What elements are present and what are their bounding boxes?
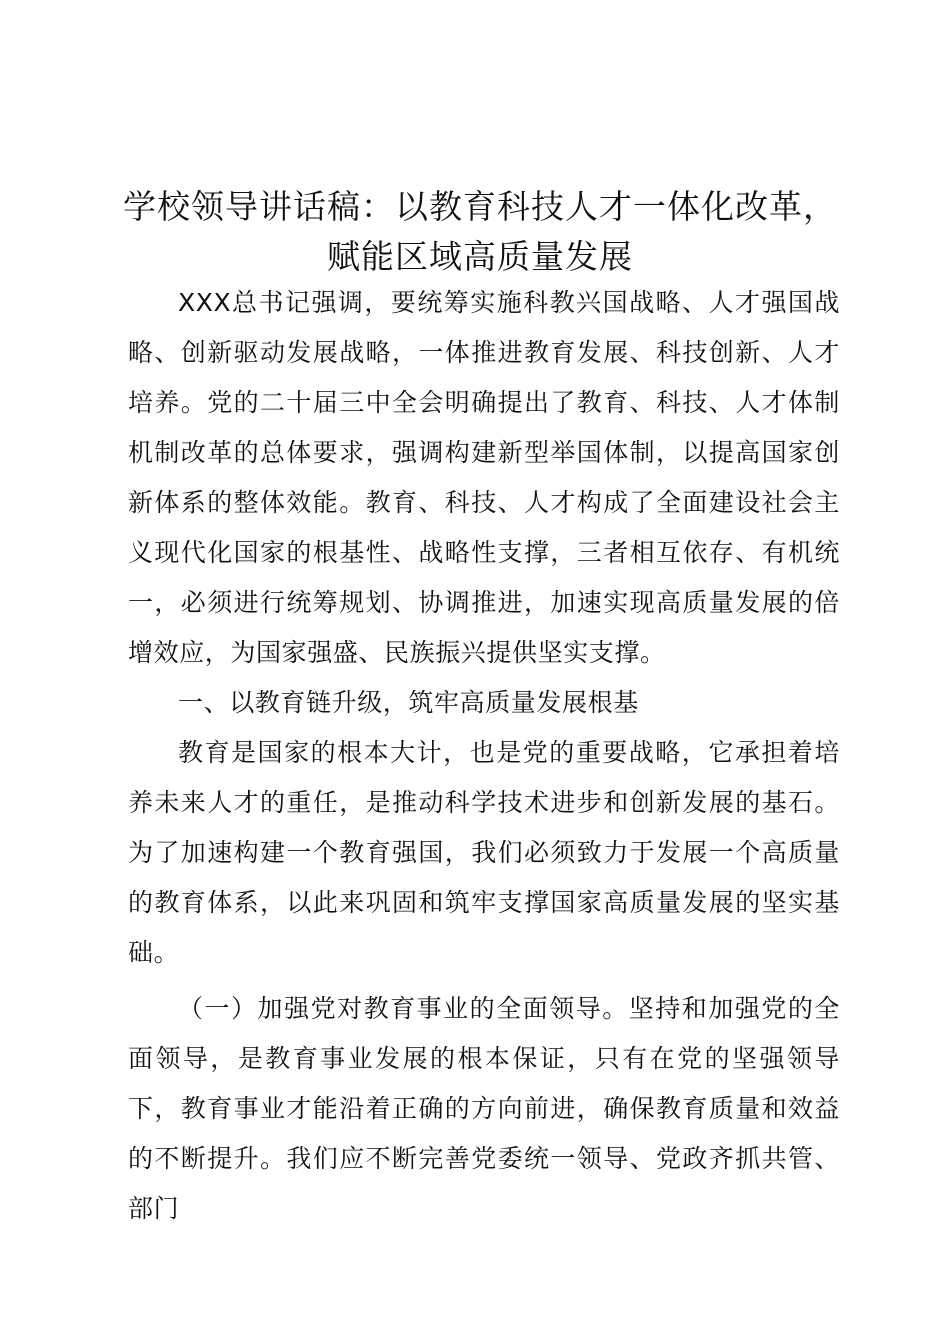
title-line-1: 学校领导讲话稿：以教育科技人才一体化改革， <box>123 187 837 226</box>
section-heading-1: 一、以教育链升级，筑牢高质量发展根基 <box>178 688 639 717</box>
document-title <box>100 182 860 282</box>
paragraph-intro: XXX总书记强调，要统筹实施科教兴国战略、人才强国战略、创新驱动发展战略，一体推进教育发展、科技创新、人才培养。党的二十届三中全会明确提出了教育、科技、人才体制机制改革的总体要求，强调构建新型举国体制，以提高国家创新体系的整体效能。教育、科技、人才构成了全面建设社会主义现代化国家的根基性、战略性支撑，三者相互依存、有机统一，必须进行统筹规划、协调推进，加速实现高质量发展的倍增效应，为国家强盛、民族振兴提供坚实支撑。 <box>128 288 840 667</box>
title-line-2: 赋能区域高质量发展 <box>327 237 633 276</box>
paragraph-party-leadership: （一）加强党对教育事业的全面领导。坚持和加强党的全面领导，是教育事业发展的根本保证，只有在党的坚强领导下，教育事业才能沿着正确的方向前进，确保教育质量和效益的不断提升。我们应不断完善党委统一领导、党政齐抓共管、部门 <box>128 994 840 1223</box>
document-body <box>128 278 840 1234</box>
paragraph-education: 教育是国家的根本大计，也是党的重要战略，它承担着培养未来人才的重任，是推动科学技术进步和创新发展的基石。为了加速构建一个教育强国，我们必须致力于发展一个高质量的教育体系，以此来巩固和筑牢支撑国家高质量发展的坚实基础。 <box>128 738 840 967</box>
